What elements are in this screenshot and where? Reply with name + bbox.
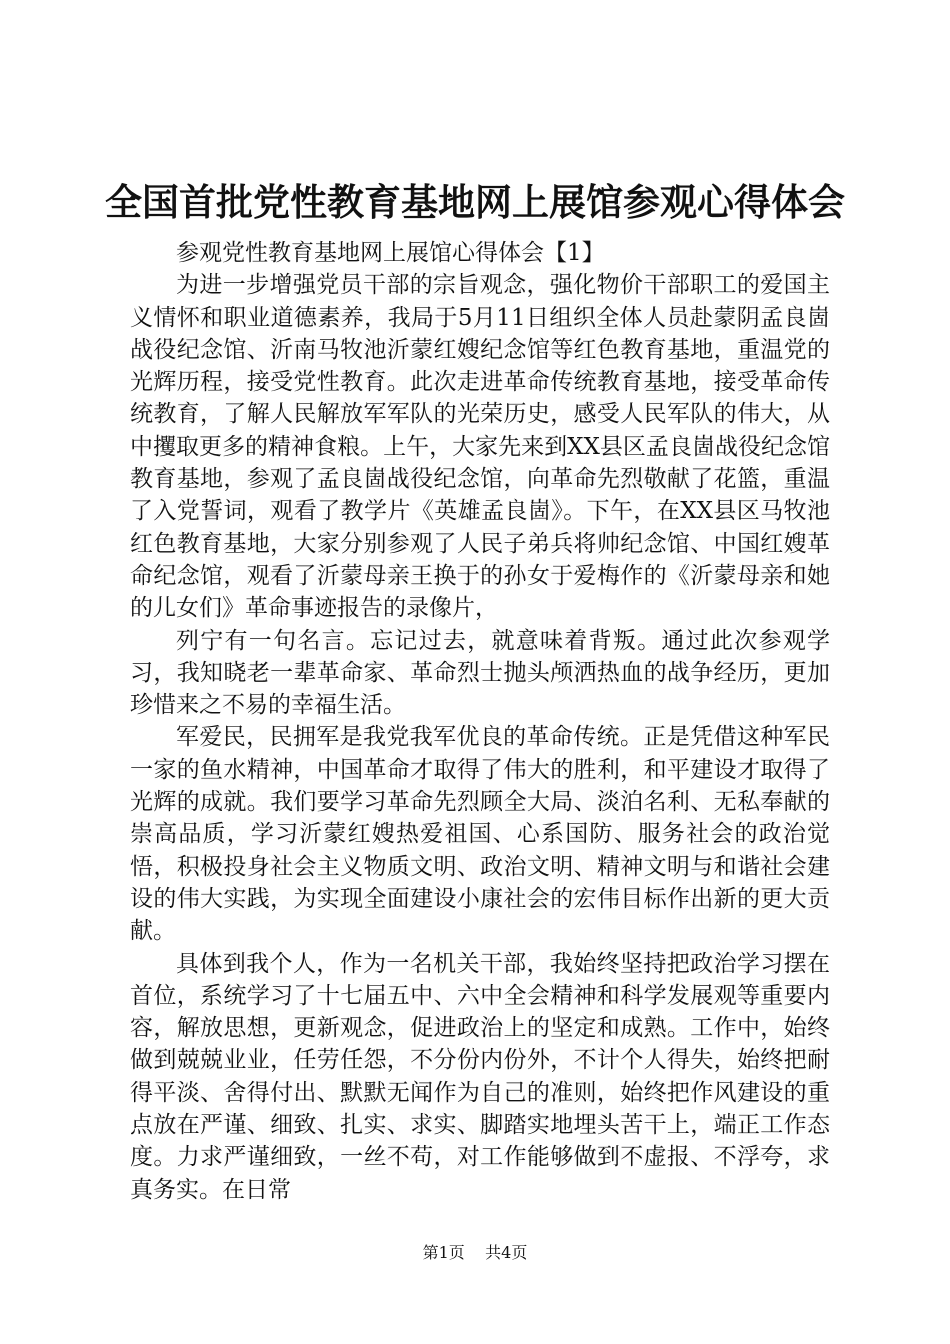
paragraph-1: 为进一步增强党员干部的宗旨观念，强化物价干部职工的爱国主义情怀和职业道德素养，我局于5月11日组织全体人员赴蒙阴孟良崮战役纪念馆、沂南马牧池沂蒙红嫂纪念馆等红色教育基地，重温党的光辉历程，接受党性教育。此次走进革命传统教育基地，接受革命传统教育，了解人民解放军军队的光荣历史，感受人民军队的伟大，从中攫取更多的精神食粮。上午，大家先来到XX县区孟良崮战役纪念馆教育基地，参观了孟良崮战役纪念馆，向革命先烈敬献了花篮，重温了入党誓词，观看了教学片《英雄孟良崮》。下午，在XX县区马牧池红色教育基地，大家分别参观了人民子弟兵将帅纪念馆、中国红嫂革命纪念馆，观看了沂蒙母亲王换于的孙女于爱梅作的《沂蒙母亲和她的儿女们》革命事迹报告的录像片， [130, 272, 830, 622]
page-separator [470, 1243, 480, 1262]
paragraph-2: 列宁有一句名言。忘记过去，就意味着背叛。通过此次参观学习，我知晓老一辈革命家、革命烈士抛头颅洒热血的战争经历，更加珍惜来之不易的幸福生活。 [130, 627, 830, 719]
page-total: 共4页 [485, 1243, 528, 1262]
document-subtitle: 参观党性教育基地网上展馆心得体会【1】 [176, 240, 605, 266]
page-footer [0, 1242, 950, 1264]
document-title: 全国首批党性教育基地网上展馆参观心得体会 [105, 181, 845, 224]
paragraph-3: 军爱民，民拥军是我党我军优良的革命传统。正是凭借这种军民一家的鱼水精神，中国革命才取得了伟大的胜利，和平建设才取得了光辉的成就。我们要学习革命先烈顾全大局、淡泊名利、无私奉献的崇高品质，学习沂蒙红嫂热爱祖国、心系国防、服务社会的政治觉悟，积极投身社会主义物质文明、政治文明、精神文明与和谐社会建设的伟大实践，为实现全面建设小康社会的宏伟目标作出新的更大贡献。 [130, 724, 830, 945]
page-number: 第1页 [422, 1243, 465, 1262]
document-body [130, 237, 830, 1206]
paragraph-4: 具体到我个人，作为一名机关干部，我始终坚持把政治学习摆在首位，系统学习了十七届五中、六中全会精神和科学发展观等重要内容，解放思想，更新观念，促进政治上的坚定和成熟。工作中，始终做到兢兢业业，任劳任怨，不分份内份外，不计个人得失，始终把耐得平淡、舍得付出、默默无闻作为自己的准则，始终把作风建设的重点放在严谨、细致、扎实、求实、脚踏实地埋头苦干上，端正工作态度。力求严谨细致，一丝不苟，对工作能够做到不虚报、不浮夸，求真务实。在日常 [130, 950, 830, 1203]
